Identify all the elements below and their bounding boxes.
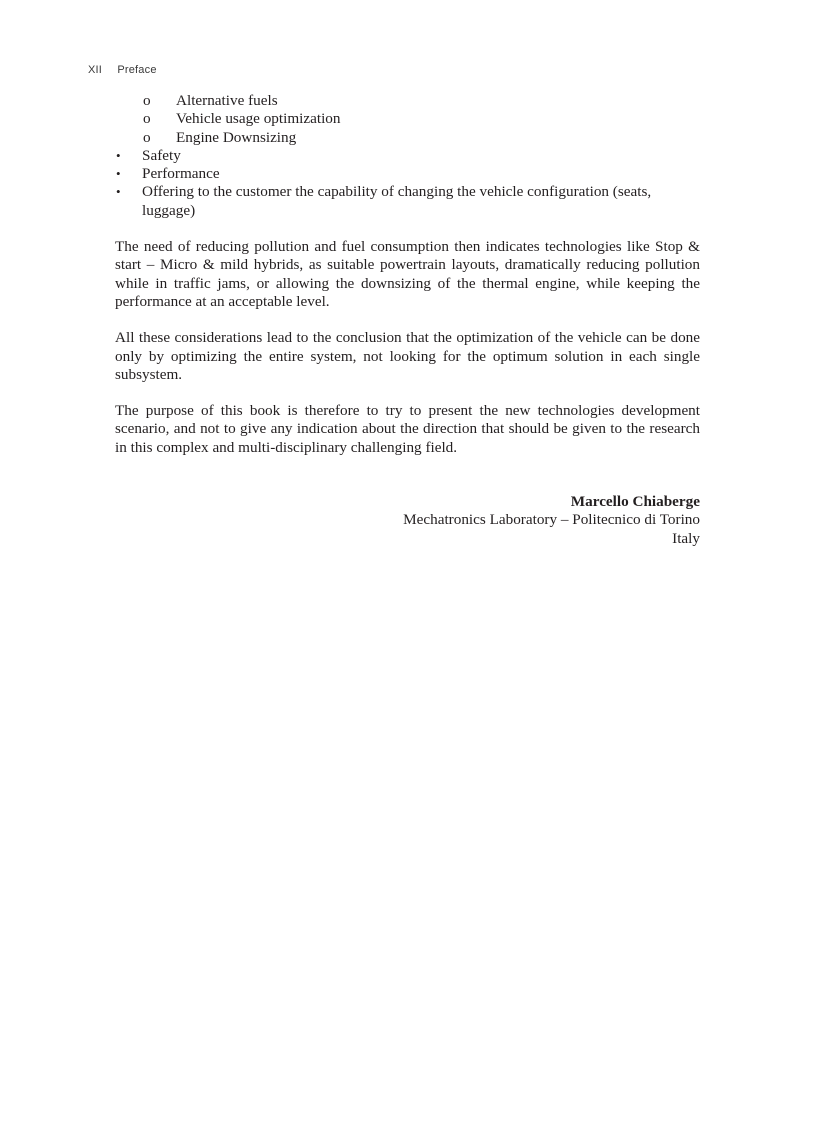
list-item-text: Engine Downsizing [176, 128, 297, 146]
list-item [115, 147, 700, 165]
bullet-icon: • [116, 184, 121, 200]
page-number: XII [88, 64, 103, 76]
list-item-text: Vehicle usage optimization [176, 110, 341, 128]
list-item-text: Offering to the customer the capability of changing the vehicle configuration (seats, luggage) [142, 183, 652, 219]
bullet-icon: • [116, 166, 121, 182]
running-header [88, 64, 157, 76]
list-item-text: Safety [142, 146, 181, 164]
paragraph: All these considerations lead to the conclusion that the optimization of the vehicle can be done only by optimizing the entire system, not looking for the optimum solution in each single subsystem. [115, 329, 700, 383]
list-item [115, 165, 700, 183]
list-item [115, 129, 700, 147]
circle-bullet-icon: o [143, 92, 151, 109]
author-country: Italy [672, 529, 700, 547]
page-content [115, 92, 700, 548]
author-affiliation: Mechatronics Laboratory – Politecnico di Torino [403, 511, 700, 529]
list-item-text: Alternative fuels [176, 92, 278, 109]
circle-bullet-icon: o [143, 128, 151, 146]
signature-block [115, 493, 700, 548]
list-item [115, 110, 700, 128]
list-item [115, 92, 700, 110]
running-title: Preface [117, 64, 157, 76]
bullet-list [115, 147, 700, 220]
bullet-icon: • [116, 147, 121, 163]
list-item [115, 183, 700, 220]
circle-bullet-icon: o [143, 110, 151, 128]
paragraph: The need of reducing pollution and fuel consumption then indicates technologies like Stop & start – Micro & mild hybrids, as suitable powertrain layouts, dramatically reducing pollution while in traffic jams, or allowing the downsizing of the thermal engine, while keeping the performance at an acceptable level. [115, 238, 700, 310]
list-item-text: Performance [142, 165, 220, 183]
author-name: Marcello Chiaberge [570, 493, 700, 511]
body-text [115, 238, 700, 457]
sub-item-list [115, 92, 700, 147]
paragraph: The purpose of this book is therefore to try to present the new technologies development scenario, and not to give any indication about the direction that should be given to the research in this complex and multi-disciplinary challenging field. [115, 402, 700, 456]
